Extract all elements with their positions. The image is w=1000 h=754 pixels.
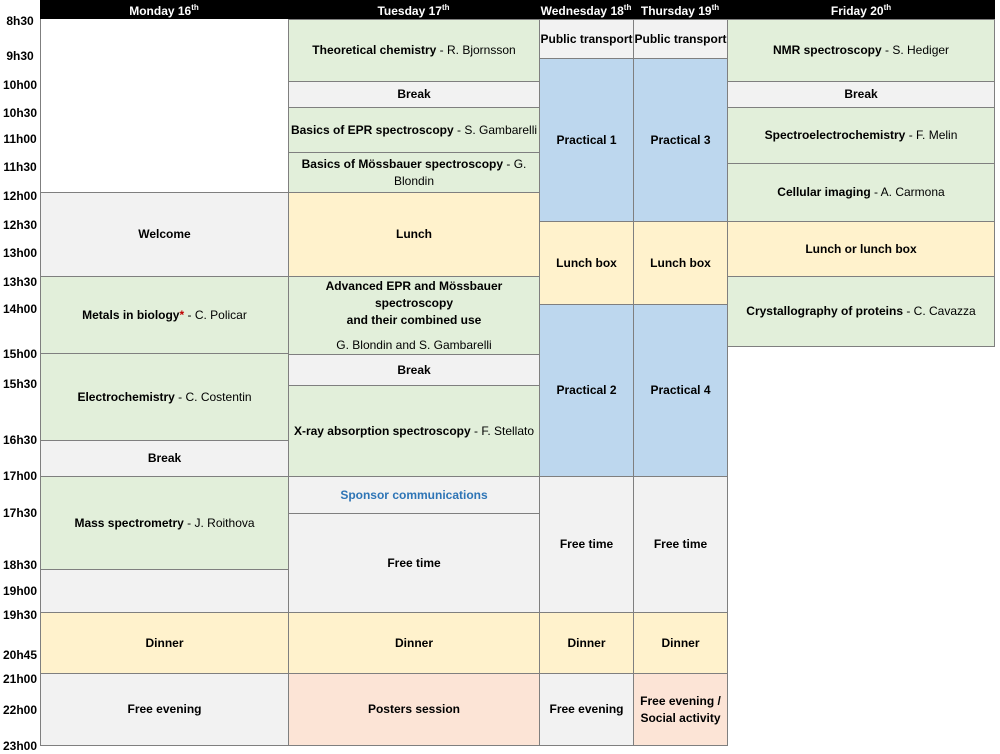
- cell-title: Lunch or lunch box: [805, 241, 917, 256]
- session-speaker: - C. Policar: [184, 307, 247, 322]
- time-label: 11h30: [3, 160, 37, 174]
- time-label: 15h00: [2, 347, 38, 361]
- session-speaker: - R. Bjornsson: [436, 43, 516, 57]
- cell-title: Welcome: [138, 227, 191, 241]
- day-name: Thursday 19: [640, 4, 712, 18]
- time-label: 14h00: [2, 302, 38, 316]
- cell-title-line: Free evening /: [640, 693, 721, 708]
- cell-title: Break: [397, 362, 431, 377]
- session-text: [746, 303, 975, 320]
- day-name: Tuesday 17: [377, 4, 442, 18]
- session-speaker: - J. Roithova: [183, 515, 255, 530]
- tuesday-theoretical-chemistry: [288, 19, 540, 82]
- tuesday-basics-epr: [288, 107, 540, 153]
- monday-metals-in-biology: [40, 276, 289, 354]
- session-speaker: - F. Melin: [905, 128, 958, 142]
- cell-title: Break: [844, 87, 878, 101]
- session-title: Basics of EPR spectroscopy: [290, 122, 454, 137]
- friday-break: [727, 81, 995, 108]
- thursday-practical-4: [633, 304, 728, 477]
- session-title-line: Advanced EPR and Mössbauer spectroscopy: [325, 278, 503, 310]
- cell-title: Free time: [653, 537, 708, 551]
- day-suffix: th: [441, 3, 450, 12]
- cell-title: Dinner: [661, 635, 700, 650]
- cell-title: Practical 3: [650, 132, 711, 147]
- wednesday-free-evening: [539, 673, 634, 746]
- friday-nmr-spectroscopy: [727, 19, 995, 82]
- monday-mass-spectrometry: [40, 476, 289, 570]
- cell-title: Lunch box: [650, 255, 711, 270]
- tuesday-free-time: [288, 513, 540, 613]
- wednesday-lunch-box: [539, 221, 634, 305]
- session-text: [765, 127, 958, 144]
- session-speaker: - C. Cavazza: [903, 304, 976, 318]
- wednesday-free-time: [539, 476, 634, 613]
- session-title: X-ray absorption spectroscopy: [293, 423, 471, 438]
- time-label: 11h00: [3, 132, 37, 146]
- monday-empty-slot: [40, 569, 289, 613]
- cell-title: Dinner: [567, 635, 606, 650]
- session-text: [74, 515, 254, 532]
- time-label: 10h00: [2, 78, 38, 92]
- time-label: 8h30: [6, 14, 34, 28]
- thursday-dinner: [633, 612, 728, 674]
- session-text: [294, 423, 534, 440]
- session-speaker: - A. Carmona: [870, 185, 945, 199]
- tuesday-break-afternoon: [288, 354, 540, 386]
- session-title: Mass spectrometry: [74, 515, 184, 530]
- tuesday-basics-mossbauer: [288, 152, 540, 193]
- session-speaker: - C. Costentin: [174, 389, 252, 404]
- sponsor-link: Sponsor communications: [340, 487, 488, 502]
- asterisk-mark: *: [179, 307, 185, 322]
- session-title-line: and their combined use: [346, 312, 482, 327]
- time-label: 10h30: [2, 106, 38, 120]
- friday-spectroelectrochemistry: [727, 107, 995, 164]
- friday-lunch: [727, 221, 995, 277]
- tuesday-posters-session: [288, 673, 540, 746]
- cell-title: Practical 2: [556, 383, 617, 397]
- day-header-wednesday: [539, 0, 633, 19]
- session-title: Theoretical chemistry: [312, 43, 437, 57]
- cell-title: Dinner: [145, 635, 184, 650]
- session-title: Electrochemistry: [77, 389, 175, 404]
- monday-free-evening: [40, 673, 289, 746]
- wednesday-public-transport: [539, 19, 634, 59]
- time-label: 22h00: [2, 703, 38, 717]
- time-label: 23h00: [2, 739, 38, 753]
- thursday-lunch-box: [633, 221, 728, 305]
- thursday-public-transport: [633, 19, 728, 59]
- time-label: 19h00: [2, 584, 38, 598]
- monday-electrochemistry: [40, 353, 289, 441]
- time-label: 13h00: [2, 246, 38, 260]
- session-text: [82, 307, 247, 324]
- time-label: 17h00: [2, 469, 38, 483]
- monday-break: [40, 440, 289, 477]
- cell-title-line: Social activity: [640, 710, 721, 725]
- friday-cellular-imaging: [727, 163, 995, 222]
- cell-title: Free evening: [127, 702, 202, 716]
- wednesday-practical-1: [539, 58, 634, 222]
- session-speaker: - S. Gambarelli: [453, 122, 538, 137]
- session-title: Basics of Mössbauer spectroscopy: [301, 156, 504, 171]
- monday-welcome: [40, 192, 289, 277]
- cell-title: Lunch box: [556, 255, 617, 270]
- day-name: Friday 20: [830, 4, 884, 18]
- tuesday-advanced-epr-mossbauer: [288, 276, 540, 355]
- time-label: 18h30: [2, 558, 38, 572]
- cell-title: Break: [397, 87, 431, 101]
- time-label: 17h30: [2, 506, 38, 520]
- time-label: 12h00: [2, 189, 38, 203]
- cell-title: Free time: [559, 537, 614, 551]
- session-text: [777, 184, 944, 201]
- friday-crystallography: [727, 276, 995, 347]
- cell-title: Break: [147, 451, 182, 465]
- tuesday-dinner: [288, 612, 540, 674]
- tuesday-lunch: [288, 192, 540, 277]
- thursday-practical-3: [633, 58, 728, 222]
- cell-title: Public transport: [540, 31, 633, 46]
- cell-title: Lunch: [396, 227, 432, 241]
- session-text: [773, 42, 949, 59]
- time-label: 21h00: [2, 672, 38, 686]
- session-speaker: - G. Blondin: [393, 156, 527, 188]
- wednesday-practical-2: [539, 304, 634, 477]
- time-label: 9h30: [6, 49, 34, 63]
- session-title: Metals in biology: [82, 307, 180, 322]
- cell-title: Dinner: [394, 635, 433, 650]
- cell-title: Free evening: [549, 702, 624, 716]
- day-header-monday: [40, 0, 288, 19]
- session-text: [289, 156, 539, 190]
- session-title: Crystallography of proteins: [746, 304, 903, 318]
- cell-title: Posters session: [367, 702, 461, 716]
- session-title: Cellular imaging: [777, 185, 871, 199]
- monday-dinner: [40, 612, 289, 674]
- session-speaker: - S. Hediger: [881, 43, 950, 57]
- day-header-tuesday: [288, 0, 539, 19]
- time-label: 20h45: [2, 648, 38, 662]
- day-suffix: th: [711, 3, 720, 12]
- session-text: [77, 389, 251, 406]
- thursday-free-time: [633, 476, 728, 613]
- tuesday-break-morning: [288, 81, 540, 108]
- cell-title: Free time: [387, 555, 441, 570]
- column-divider: [40, 19, 41, 192]
- session-speaker: G. Blondin and S. Gambarelli: [336, 337, 492, 352]
- tuesday-xray-absorption: [288, 385, 540, 477]
- tuesday-sponsor-communications: [288, 476, 540, 514]
- wednesday-dinner: [539, 612, 634, 674]
- day-suffix: th: [623, 3, 632, 12]
- day-name: Monday 16: [129, 4, 192, 18]
- day-header-friday: [727, 0, 995, 19]
- session-title: NMR spectroscopy: [772, 43, 882, 57]
- day-name: Wednesday 18: [540, 4, 624, 18]
- cell-title: Practical 4: [650, 383, 711, 397]
- cell-title: Public transport: [634, 31, 727, 46]
- session-text: [291, 122, 537, 139]
- time-label: 13h30: [2, 275, 38, 289]
- day-suffix: th: [883, 3, 892, 12]
- cell-title: Practical 1: [556, 132, 617, 147]
- time-label: 15h30: [2, 377, 38, 391]
- day-suffix: th: [191, 3, 199, 12]
- day-header-thursday: [633, 0, 727, 19]
- time-label: 12h30: [2, 218, 38, 232]
- time-label: 16h30: [2, 433, 38, 447]
- session-text: [312, 42, 515, 59]
- time-label: 19h30: [2, 608, 38, 622]
- session-title: Spectroelectrochemistry: [764, 128, 906, 142]
- thursday-social-activity: [633, 673, 728, 746]
- session-speaker: - F. Stellato: [470, 423, 535, 438]
